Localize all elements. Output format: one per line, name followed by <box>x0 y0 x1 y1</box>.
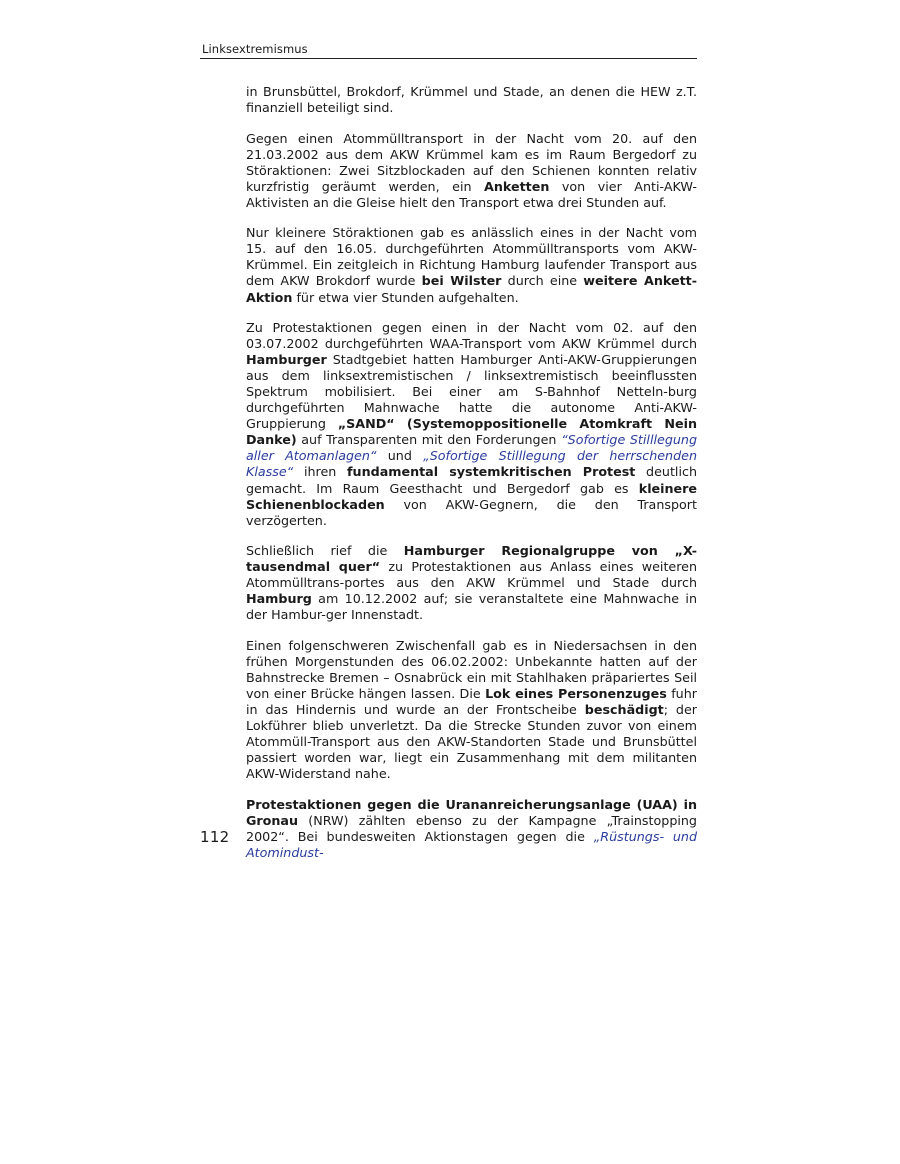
text-segment: von AKW-Gegnern, die den Transport verzögerten. <box>246 496 697 528</box>
bold-phrase: Anketten <box>484 178 550 194</box>
text-segment: Gegen einen Atommülltransport in der Nacht vom 20. auf den 21.03.2002 aus dem AKW Krümmel kam es im Raum Bergedorf zu Störaktionen: Zwei Sitzblockaden auf den Schienen konnten relativ kurzfristig geräumt werden, ein <box>246 130 697 194</box>
paragraph-7 <box>246 797 697 861</box>
quote-phrase: „Sofortige Stilllegung der herrschenden Klasse“ <box>246 448 697 480</box>
quote-phrase: „Rüstungs- und Atomindust- <box>246 828 697 860</box>
paragraph-4 <box>246 320 697 529</box>
running-header: Linksextremismus <box>202 42 308 56</box>
bold-phrase: fundamental systemkritischen Protest <box>347 464 636 480</box>
quote-phrase: “Sofortige Stilllegung aller Atomanlagen“ <box>246 432 698 464</box>
text-segment: fuhr in das Hindernis und wurde an der Frontscheibe <box>246 686 697 718</box>
page-number: 112 <box>200 828 230 846</box>
header-rule <box>200 58 697 59</box>
text-segment: von vier Anti-AKW-Aktivisten an die Gleise hielt den Transport etwa drei Stunden auf. <box>246 178 697 210</box>
bold-phrase: beschädigt <box>584 702 664 718</box>
text-segment: in Brunsbüttel, Brokdorf, Krümmel und Stade, an denen die HEW z.T. finanziell beteiligt sind. <box>246 84 697 116</box>
text-segment: Nur kleinere Störaktionen gab es anlässlich eines in der Nacht vom 15. auf den 16.05. durchgeführten Atommülltransports vom AKW-Krümmel. Ein zeitgleich in Richtung Hamburg laufender Transport aus dem AKW Brokdorf wurde <box>246 225 697 289</box>
bold-phrase: weitere Ankett-Aktion <box>246 273 698 305</box>
bold-phrase: Hamburg <box>246 591 312 607</box>
bold-phrase: Lok eines Personenzuges <box>485 686 667 702</box>
paragraph-5 <box>246 543 697 623</box>
bold-phrase: Hamburger <box>246 352 327 368</box>
bold-phrase: kleinere Schienenblockaden <box>246 480 697 512</box>
text-segment: Einen folgenschweren Zwischenfall gab es in Niedersachsen in den frühen Morgenstunden des 06.02.2002: Unbekannte hatten auf der Bahnstrecke Bremen – Osnabrück ein mit Stahlhaken präpariertes Seil von einer Brücke hängen lassen. Die <box>246 637 697 702</box>
text-segment: auf Transparenten mit den Forderungen <box>296 432 562 448</box>
text-segment: zu Protestaktionen aus Anlass eines weiteren Atommülltrans-portes aus den AKW Krümmel und Stade durch <box>246 559 698 591</box>
paragraph-2 <box>246 131 697 211</box>
text-segment: durch eine <box>501 273 584 289</box>
text-segment: ; der Lokführer blieb unverletzt. Da die Strecke Stunden zuvor von einem Atommüll-Transport aus den AKW-Standorten Stade und Brunsbüttel passiert worden war, liegt ein Zusammenhang mit dem militanten AKW-Widerstand nahe. <box>246 702 697 782</box>
text-segment: am 10.12.2002 auf; sie veranstaltete eine Mahnwache in der Hambur-ger Innenstadt. <box>246 591 697 623</box>
bold-phrase: Hamburger Regionalgruppe von „X-tausendmal quer“ <box>246 543 697 575</box>
bold-phrase: Protestaktionen gegen die Urananreicherungsanlage (UAA) in Gronau <box>246 796 697 828</box>
text-segment: deutlich gemacht. Im Raum Geesthacht und Bergedorf gab es <box>246 464 697 496</box>
paragraph-6 <box>246 638 697 782</box>
bold-phrase: „SAND“ (Systemoppositionelle Atomkraft Nein Danke) <box>246 416 697 448</box>
text-segment: für etwa vier Stunden aufgehalten. <box>292 289 519 305</box>
text-segment: Zu Protestaktionen gegen einen in der Nacht vom 02. auf den 03.07.2002 durchgeführten WAA-Transport vom AKW Krümmel durch <box>246 320 697 352</box>
bold-phrase: bei Wilster <box>421 273 502 289</box>
text-segment: und <box>376 448 424 464</box>
paragraph-3 <box>246 225 697 305</box>
text-segment: ihren <box>293 464 348 480</box>
text-segment: Stadtgebiet hatten Hamburger Anti-AKW-Gruppierungen aus dem linksextremistischen / linksextremistisch beeinflussten Spektrum mobilisiert. Bei einer am S-Bahnhof Netteln-burg durchgeführten Mahnwache hatte die autonome Anti-AKW-Gruppierung <box>246 352 697 432</box>
text-segment: (NRW) zählten ebenso zu der Kampagne „Trainstopping 2002“. Bei bundesweiten Aktionstagen gegen die <box>246 812 697 844</box>
text-segment: Schließlich rief die <box>246 543 404 559</box>
paragraph-1 <box>246 84 697 116</box>
body-text <box>246 84 697 876</box>
